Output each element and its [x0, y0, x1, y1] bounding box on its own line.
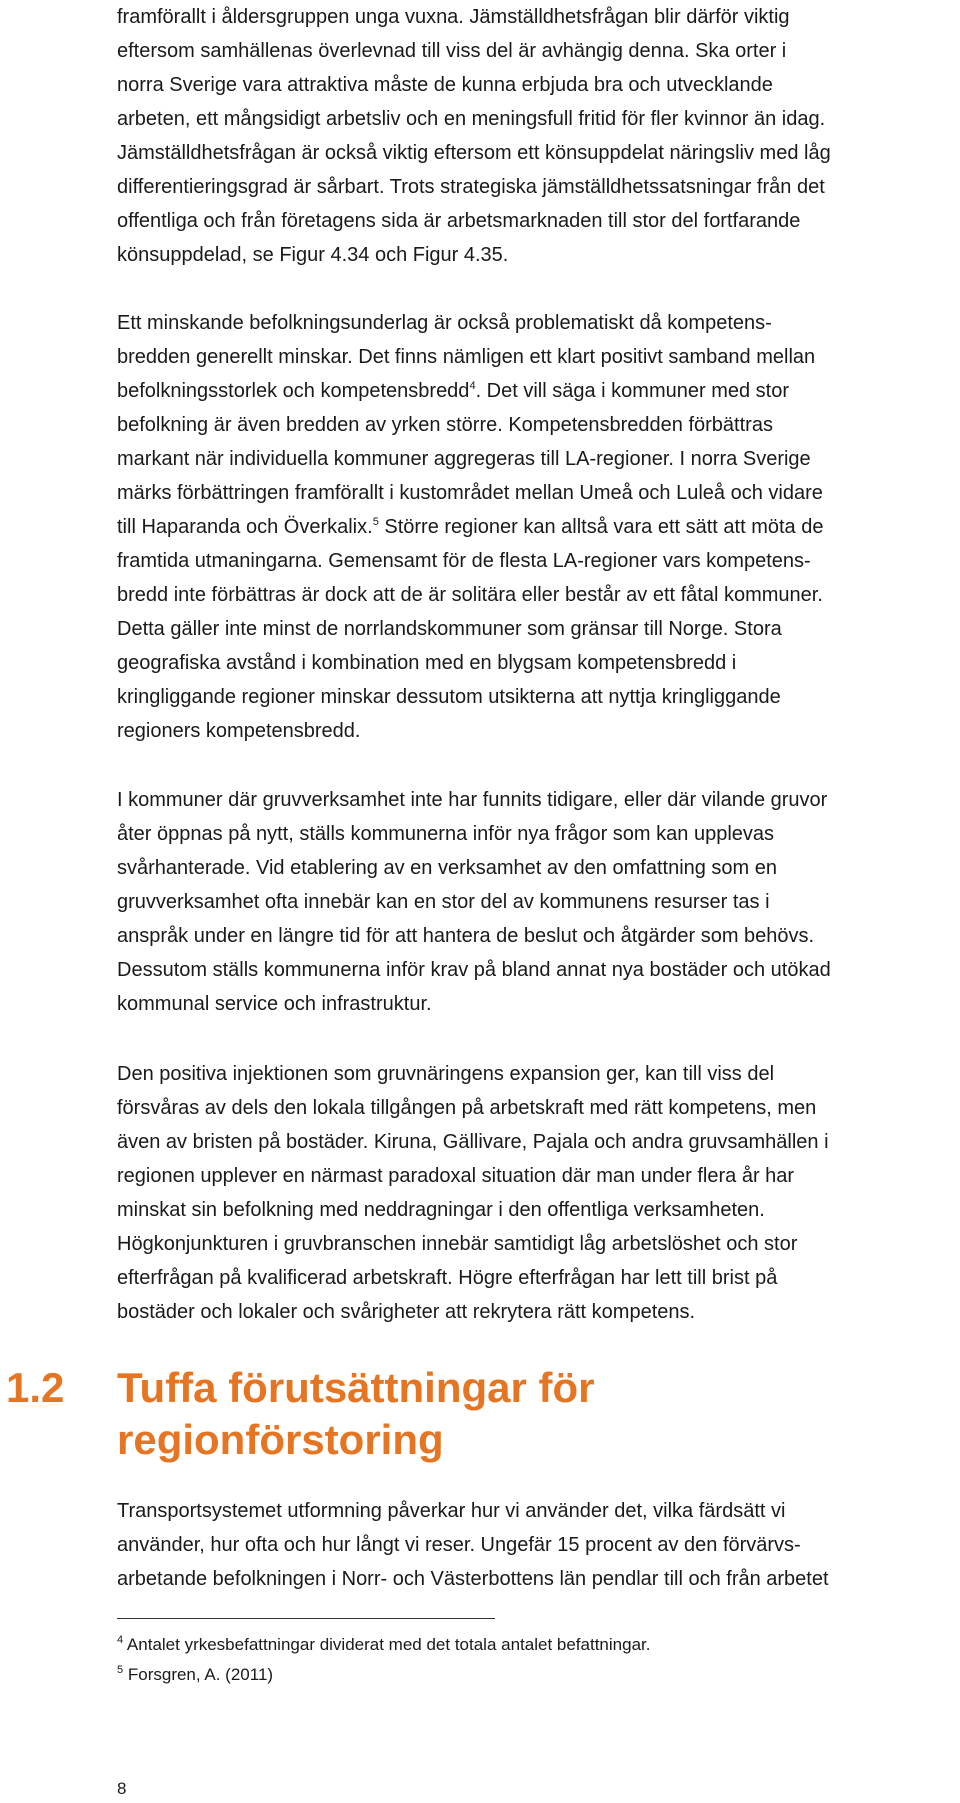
text-line: bostäder och lokaler och svårigheter att rekrytera rätt kompetens. [117, 1301, 696, 1323]
text-line: åter öppnas på nytt, ställs kommunerna inför nya frågor som kan upplevas [117, 823, 775, 845]
footnote-text: Antalet yrkesbefattningar dividerat med det totala antalet befattningar. [126, 1635, 651, 1654]
footnote-4 [117, 1630, 937, 1660]
text-segment: befolkningsstorlek och kompetensbredd [117, 380, 470, 402]
footnote-text: Forsgren, A. (2011) [127, 1665, 274, 1684]
text-line: även av bristen på bostäder. Kiruna, Gällivare, Pajala och andra gruvsamhällen i [117, 1131, 829, 1153]
footnote-5 [117, 1660, 937, 1690]
section-number: 1.2 [6, 1364, 65, 1411]
text-line: framförallt i åldersgruppen unga vuxna. Jämställdhetsfrågan blir därför viktig [117, 6, 790, 28]
text-line: Högkonjunkturen i gruvbranschen innebär samtidigt låg arbetslöshet och stor [117, 1233, 798, 1255]
section-title-line: Tuffa förutsättningar för [117, 1364, 595, 1411]
text-line: minskat sin befolkning med neddragningar i den offentliga verksamheten. [117, 1199, 765, 1221]
text-line: Transportsystemet utformning påverkar hur vi använder det, vilka färdsätt vi [117, 1500, 786, 1522]
text-line: gruvverksamhet ofta innebär kan en stor del av kommunens resurser tas i [117, 891, 770, 913]
text-line: Detta gäller inte minst de norrlandskommuner som gränsar till Norge. Stora [117, 618, 782, 640]
text-line: geografiska avstånd i kombination med en blygsam kompetensbredd i [117, 652, 737, 674]
text-line: framtida utmaningarna. Gemensamt för de flesta LA-regioner vars kompetens- [117, 550, 811, 572]
text-line: försvåras av dels den lokala tillgången på arbetskraft med rätt kompetens, men [117, 1097, 817, 1119]
text-line: kommunal service och infrastruktur. [117, 993, 432, 1015]
footnote-marker: 5 [117, 1664, 124, 1676]
text-line: använder, hur ofta och hur långt vi reser. Ungefär 15 procent av den förvärvs- [117, 1534, 801, 1556]
paragraph-4 [117, 1057, 957, 1329]
text-line: norra Sverige vara attraktiva måste de kunna erbjuda bra och utvecklande [117, 74, 773, 96]
text-segment: Större regioner kan alltså vara ett sätt att möta de [378, 516, 824, 538]
text-line: Dessutom ställs kommunerna inför krav på bland annat nya bostäder och utökad [117, 959, 831, 981]
footnote-ref-4[interactable]: 4 [469, 380, 476, 392]
text-segment: till Haparanda och Överkalix. [117, 516, 373, 538]
page-number: 8 [117, 1779, 127, 1798]
text-line: efterfrågan på kvalificerad arbetskraft. Högre efterfrågan har lett till brist på [117, 1267, 778, 1289]
text-line [117, 510, 957, 544]
text-line: bredden generellt minskar. Det finns nämligen ett klart positivt samband mellan [117, 346, 816, 368]
paragraph-1 [117, 0, 957, 272]
text-line: svårhanterade. Vid etablering av en verksamhet av den omfattning som en [117, 857, 778, 879]
paragraph-3 [117, 783, 957, 1021]
section-title-line: regionförstoring [117, 1416, 444, 1463]
text-line: regioners kompetensbredd. [117, 720, 361, 742]
section-paragraph [117, 1494, 957, 1596]
text-segment: . Det vill säga i kommuner med stor [475, 380, 789, 402]
text-line: könsuppdelad, se Figur 4.34 och Figur 4.35. [117, 244, 509, 266]
text-line: markant när individuella kommuner aggregeras till LA-regioner. I norra Sverige [117, 448, 811, 470]
paragraph-2 [117, 306, 957, 748]
text-line: märks förbättringen framförallt i kustområdet mellan Umeå och Luleå och vidare [117, 482, 823, 504]
footnotes [117, 1630, 937, 1690]
text-line [117, 374, 957, 408]
text-line: kringliggande regioner minskar dessutom utsikterna att nyttja kringliggande [117, 686, 781, 708]
text-line: arbetande befolkningen i Norr- och Västerbottens län pendlar till och från arbetet [117, 1568, 829, 1590]
section-title [117, 1362, 937, 1466]
text-line: anspråk under en längre tid för att hantera de beslut och åtgärder som behövs. [117, 925, 815, 947]
text-line: differentieringsgrad är sårbart. Trots strategiska jämställdhetssatsningar från det [117, 176, 825, 198]
text-line: bredd inte förbättras är dock att de är solitära eller består av ett fåtal kommuner. [117, 584, 823, 606]
text-line: Den positiva injektionen som gruvnäringens expansion ger, kan till viss del [117, 1063, 775, 1085]
text-line: eftersom samhällenas överlevnad till viss del är avhängig denna. Ska orter i [117, 40, 787, 62]
footnote-marker: 4 [117, 1634, 124, 1646]
text-line: regionen upplever en närmast paradoxal situation där man under flera år har [117, 1165, 795, 1187]
text-line: I kommuner där gruvverksamhet inte har funnits tidigare, eller där vilande gruvor [117, 789, 828, 811]
text-line: offentliga och från företagens sida är arbetsmarknaden till stor del fortfarande [117, 210, 801, 232]
text-line: Jämställdhetsfrågan är också viktig eftersom ett könsuppdelat näringsliv med låg [117, 142, 831, 164]
text-line: befolkning är även bredden av yrken större. Kompetensbredden förbättras [117, 414, 773, 436]
footnote-ref-5[interactable]: 5 [372, 516, 379, 528]
text-line: Ett minskande befolkningsunderlag är också problematiskt då kompetens- [117, 312, 772, 334]
text-line: arbeten, ett mångsidigt arbetsliv och en meningsfull fritid för fler kvinnor än idag. [117, 108, 826, 130]
footnote-divider [117, 1618, 495, 1619]
